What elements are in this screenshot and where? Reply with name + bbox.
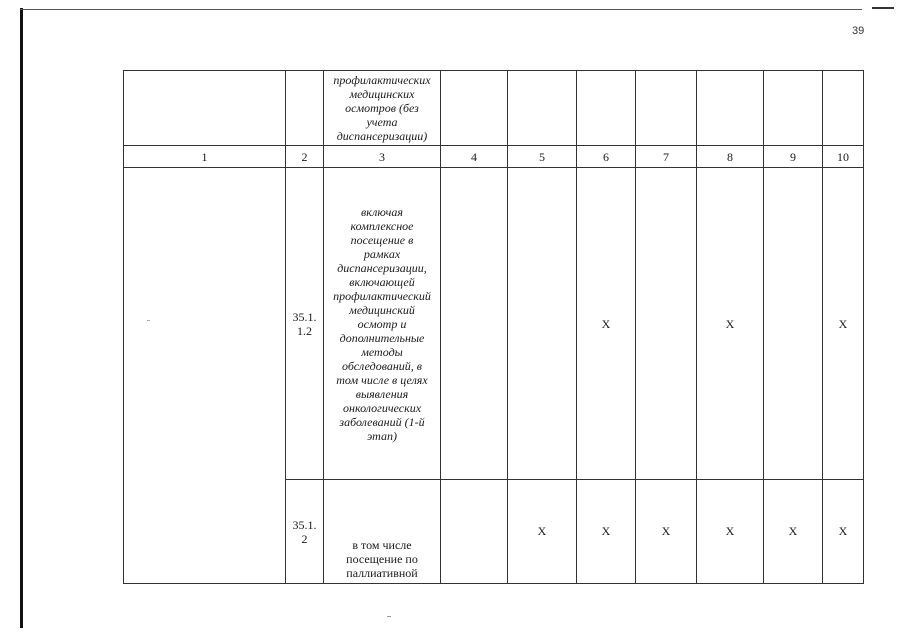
column-number: 7 bbox=[636, 146, 697, 168]
text-line: посещение по bbox=[346, 552, 418, 566]
text-line: выявления bbox=[355, 386, 409, 401]
cell bbox=[508, 168, 577, 480]
cell bbox=[577, 71, 636, 146]
column-number: 8 bbox=[697, 146, 764, 168]
cell bbox=[764, 71, 823, 146]
cell-x-mark: X bbox=[823, 168, 864, 480]
column-number: 3 bbox=[324, 146, 441, 168]
text-line: профилактический bbox=[333, 288, 431, 303]
text-line: диспансеризации, bbox=[337, 260, 427, 275]
column-number: 4 bbox=[441, 146, 508, 168]
cell-description-top bbox=[324, 71, 441, 146]
text-line: комплексное bbox=[350, 218, 414, 233]
corner-mark bbox=[872, 7, 894, 9]
scan-speck bbox=[387, 616, 391, 617]
page-number: 39 bbox=[852, 25, 865, 37]
cell bbox=[697, 71, 764, 146]
cell bbox=[441, 71, 508, 146]
text-line: диспансеризации) bbox=[336, 129, 428, 143]
cell bbox=[636, 168, 697, 480]
column-number: 9 bbox=[764, 146, 823, 168]
table-row-35-1-1-2 bbox=[124, 168, 864, 480]
text-line: том числе в целях bbox=[336, 372, 428, 387]
text-line: заболеваний (1-й bbox=[339, 414, 425, 429]
cell bbox=[764, 168, 823, 480]
page-left-edge bbox=[20, 8, 23, 628]
cell-x-mark: X bbox=[764, 480, 823, 584]
cell bbox=[286, 71, 324, 146]
text-line: медицинский bbox=[349, 302, 415, 317]
cell-x-mark: X bbox=[577, 480, 636, 584]
cell-x-mark: X bbox=[636, 480, 697, 584]
page-top-edge bbox=[20, 9, 862, 10]
text-line: дополнительные bbox=[339, 330, 425, 345]
table-row-top bbox=[124, 71, 864, 146]
table-header-numbers bbox=[124, 146, 864, 168]
column-number: 2 bbox=[286, 146, 324, 168]
code-line: 35.1. bbox=[292, 518, 317, 532]
text-line: посещение в bbox=[350, 232, 414, 247]
code-line: 2 bbox=[301, 532, 308, 546]
column-number: 1 bbox=[124, 146, 286, 168]
cell-merged-col1 bbox=[124, 168, 286, 584]
text-line: осмотр и bbox=[357, 316, 407, 331]
text-line: паллиативной bbox=[346, 566, 418, 580]
text-line: профилактических bbox=[333, 73, 431, 87]
text-line: медицинских bbox=[349, 87, 415, 101]
text-line: обследований, в bbox=[342, 358, 422, 373]
cell bbox=[441, 168, 508, 480]
cell bbox=[508, 71, 577, 146]
text-line: включая bbox=[361, 204, 403, 219]
cell-code bbox=[286, 480, 324, 584]
text-line: методы bbox=[361, 344, 403, 359]
text-line: рамках bbox=[363, 246, 401, 261]
cell-x-mark: X bbox=[697, 168, 764, 480]
text-line: этап) bbox=[367, 428, 397, 443]
text-line: осмотров (без bbox=[345, 101, 419, 115]
cell bbox=[636, 71, 697, 146]
column-number: 5 bbox=[508, 146, 577, 168]
cell bbox=[441, 480, 508, 584]
cell-x-mark: X bbox=[697, 480, 764, 584]
code-line: 1.2 bbox=[297, 323, 312, 338]
cell bbox=[124, 71, 286, 146]
column-number: 10 bbox=[823, 146, 864, 168]
cell-description bbox=[324, 480, 441, 584]
cell-x-mark: X bbox=[508, 480, 577, 584]
cell bbox=[823, 71, 864, 146]
text-line: включающей bbox=[349, 274, 415, 289]
document-table bbox=[123, 70, 864, 584]
cell-x-mark: X bbox=[577, 168, 636, 480]
cell-code bbox=[286, 168, 324, 480]
cell-description bbox=[324, 168, 441, 480]
column-number: 6 bbox=[577, 146, 636, 168]
text-line: онкологических bbox=[342, 400, 422, 415]
code-line: 35.1. bbox=[292, 309, 317, 324]
text-line: учета bbox=[366, 115, 398, 129]
cell-x-mark: X bbox=[823, 480, 864, 584]
text-line: в том числе bbox=[352, 538, 412, 552]
